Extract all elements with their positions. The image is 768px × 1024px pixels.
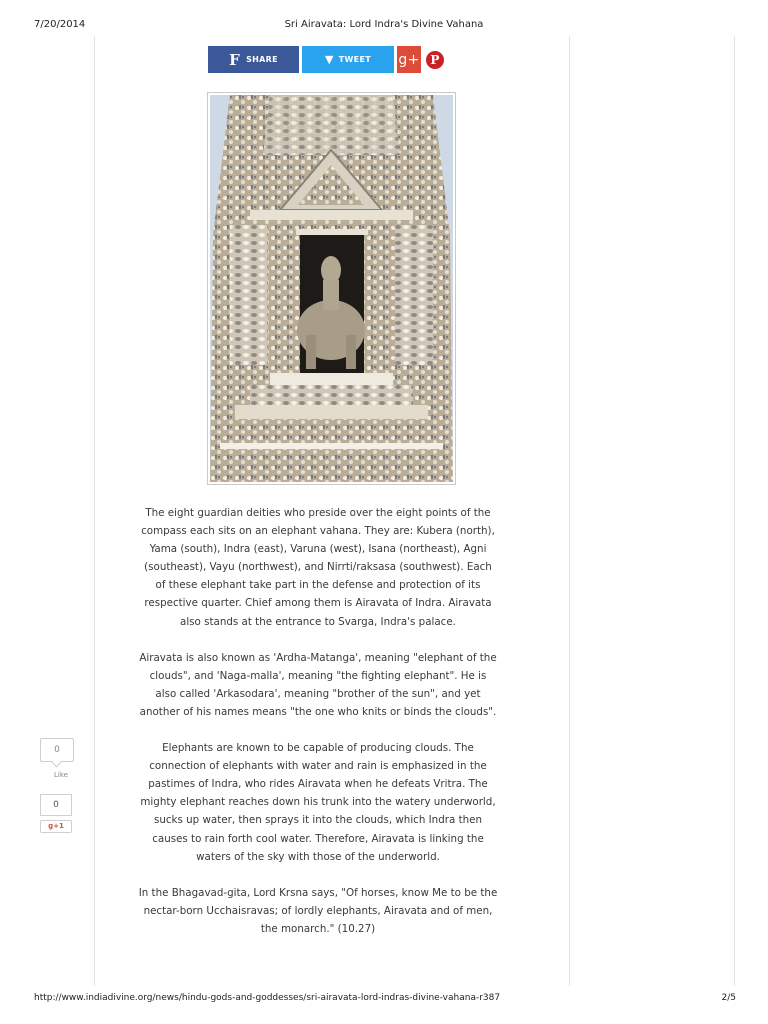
twitter-tweet-button[interactable] (302, 46, 394, 73)
print-date: 7/20/2014 (34, 19, 86, 30)
temple-airavata-image (210, 95, 453, 482)
twitter-bird-icon: ▼ (325, 53, 334, 66)
article-paragraph: In the Bhagavad-gita, Lord Krsna says, "Of horses, know Me to be the nectar-born Ucchaisravas; of lordly elephants, Airavata and of men, the monarch." (10.27) (138, 886, 498, 935)
article-paragraph: The eight guardian deities who preside over the eight points of the compass each sits on an elephant vahana. They are: Kubera (north), Yama (south), Indra (east), Varuna (west), Isana (northeast), Agni (southeast), Vayu (northwest), and Nirrti/raksasa (southwest). Each of these elephant take part in the defense and protection of its respective quarter. Chief among them is Airavata of Indra. Airavata also stands at the entrance to Svarga, Indra's palace. (141, 507, 495, 628)
article-body (138, 504, 498, 956)
pinterest-share-button[interactable] (423, 46, 447, 73)
column-divider-right (734, 36, 735, 986)
facebook-icon: F (229, 50, 241, 69)
column-divider-left (94, 36, 95, 986)
column-divider-middle (569, 36, 570, 986)
article-photo (207, 92, 456, 485)
google-plus-icon: g+ (398, 51, 420, 68)
like-button[interactable]: Like (54, 771, 68, 779)
twitter-tweet-label: TWEET (338, 55, 371, 64)
plus-one-button[interactable]: g+1 (40, 820, 72, 833)
plus-one-count: 0 (40, 794, 72, 816)
article-paragraph: Airavata is also known as 'Ardha-Matanga', meaning "elephant of the clouds", and 'Naga-malla', meaning "the fighting elephant". He is also called 'Arkasodara', meaning "brother of the sun", and yet another of his names means "the one who knits or binds the clouds". (139, 651, 497, 718)
article-paragraph: Elephants are known to be capable of producing clouds. The connection of elephants with water and rain is emphasized in the pastimes of Indra, who rides Airavata when he defeats Vritra. The mighty elephant reaches down his trunk into the watery underworld, sucks up water, then sprays it into the clouds, which Indra then causes to rain forth cool water. Therefore, Airavata is linking the waters of the sky with those of the underworld. (140, 742, 496, 863)
floating-social-widgets (40, 738, 74, 833)
print-page-title: Sri Airavata: Lord Indra's Divine Vahana (284, 19, 484, 30)
print-footer-url: http://www.indiadivine.org/news/hindu-gods-and-goddesses/sri-airavata-lord-indras-divine-vahana-r387 (34, 993, 501, 1003)
like-count-bubble: 0 (40, 738, 74, 762)
facebook-share-button[interactable] (208, 46, 299, 73)
print-page-number: 2/5 (721, 993, 736, 1003)
pinterest-icon: P (426, 51, 444, 69)
share-bar (208, 46, 447, 73)
facebook-share-label: SHARE (246, 55, 278, 64)
google-plus-share-button[interactable] (397, 46, 421, 73)
